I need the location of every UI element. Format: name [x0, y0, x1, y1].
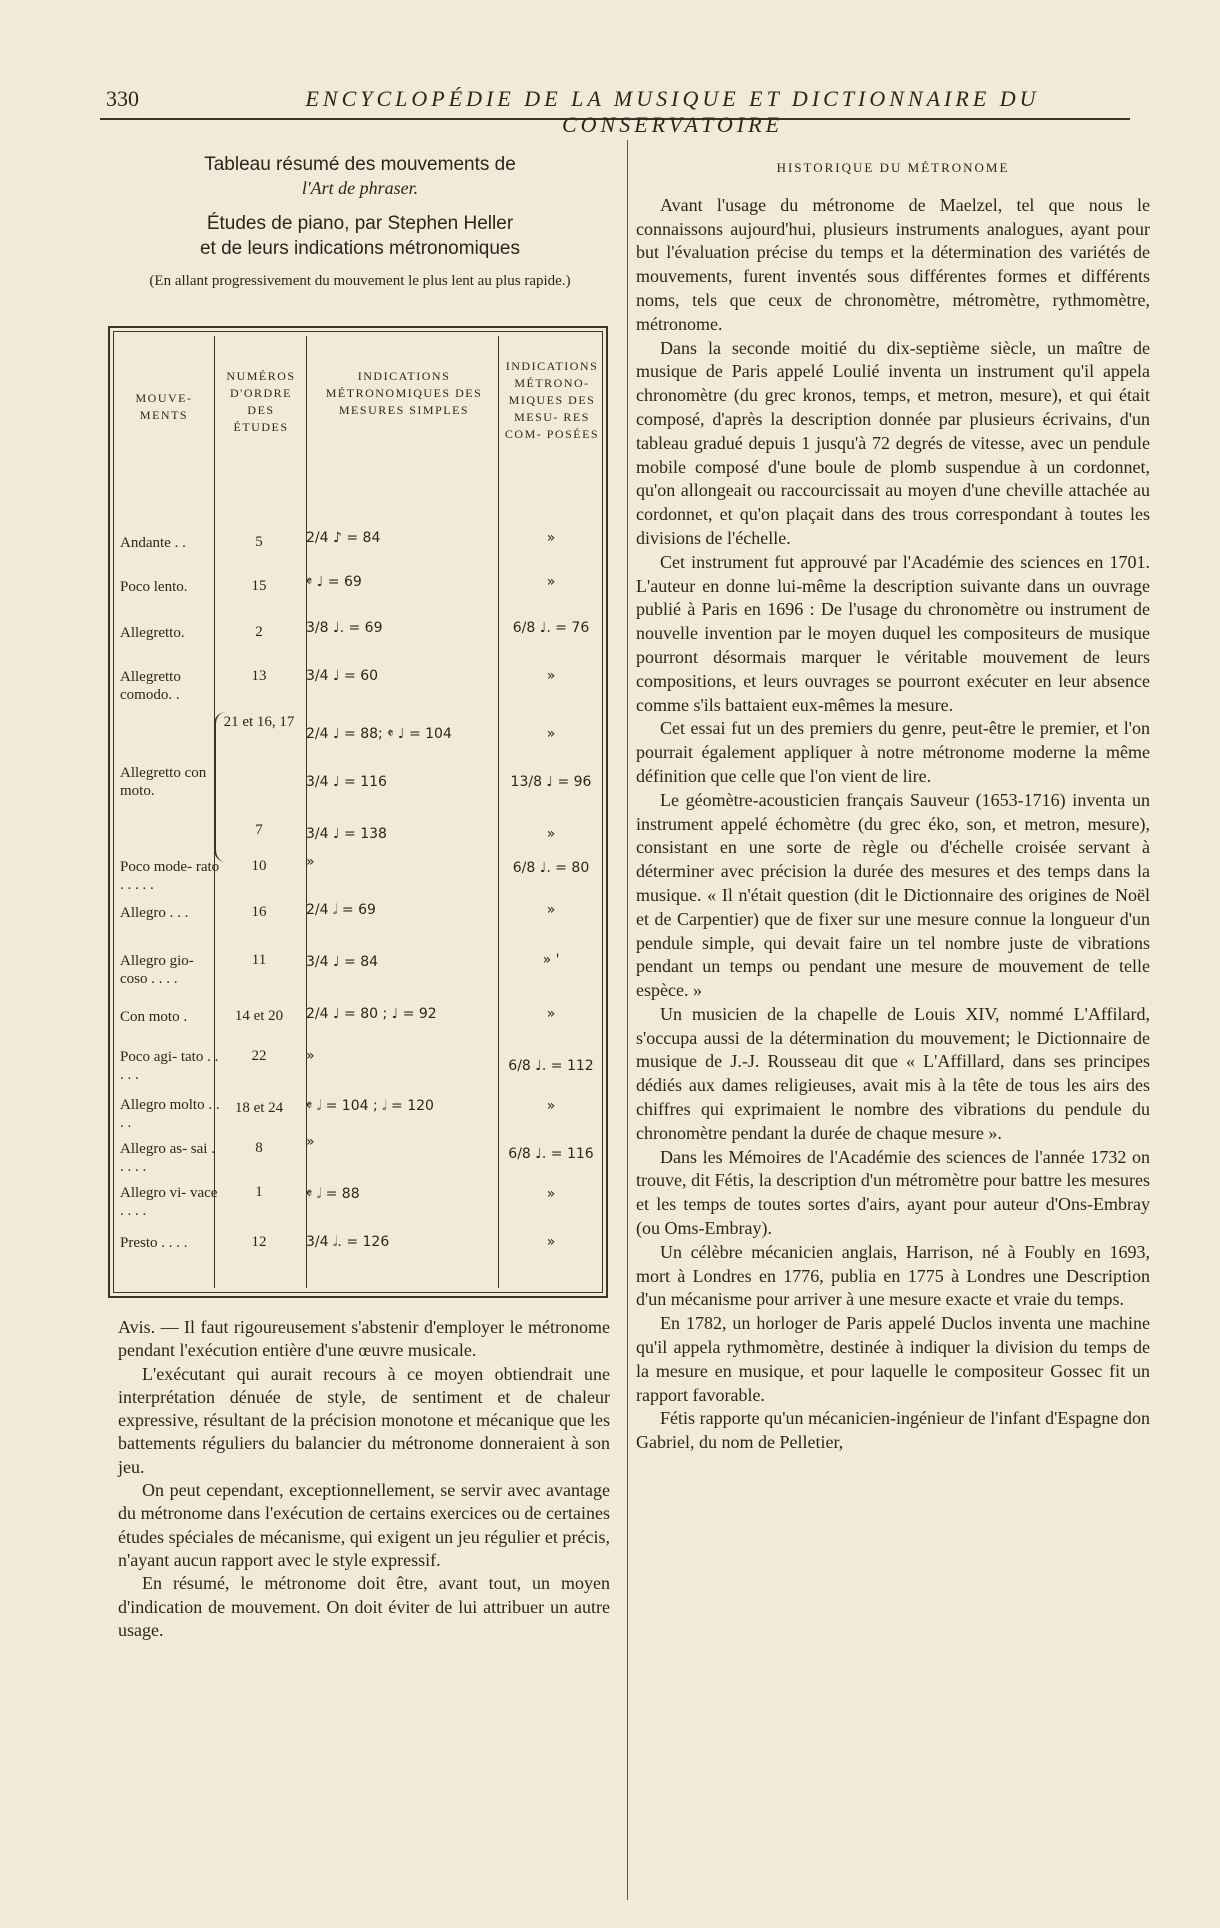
table-row-composee: » — [546, 1186, 556, 1202]
table-row-mouvement: Presto . . . . — [120, 1235, 188, 1251]
table-row-simple: 3/4 ♩ = 84 — [306, 954, 379, 970]
table-row-simple: 3/4 ♩ = 116 — [306, 774, 387, 790]
historique-paragraph: Cet instrument fut approuvé par l'Académie des sciences en 1701. L'auteur en donne lui-même la description suivante dans un ouvrage publié à Paris en 1696 : De l'usage du chronomètre ou instrument de nouvelle invention par le moyen duquel les compositeurs de musique pourront désormais marquer le véritable mouvement de leurs compositions, et leurs ouvrages se pourront exécuter en leur absence comme s'ils battaient eux-mêmes la mesure. — [636, 551, 1150, 715]
table-row-numero: 13 — [251, 668, 267, 684]
table-row-composee: » — [546, 902, 556, 918]
avis-paragraph: En résumé, le métronome doit être, avant tout, un moyen d'indication de mouvement. On doit éviter de lui attribuer un autre usage. — [118, 1573, 610, 1640]
table-row-numero: 2 — [255, 624, 263, 640]
table-row-simple: 2/4 ♩ = 88; 𝄵 ♩ = 104 — [306, 726, 452, 742]
table-row-composee: 6/8 ♩. = 80 — [512, 860, 590, 876]
table-row-composee: 6/8 ♩. = 116 — [508, 1146, 594, 1162]
table-row-mouvement: Allegretto con moto. — [120, 765, 207, 799]
table-row-simple: » — [306, 854, 315, 870]
table-heading-line1: Études de piano, par Stephen Heller — [206, 213, 514, 234]
table-row-mouvement: Allegro . . . — [120, 905, 189, 921]
table-row-mouvement: Allegro gio- coso . . . . — [120, 953, 194, 987]
table-row-mouvement: Allegro molto . . . . — [120, 1097, 220, 1131]
table-row-composee: » — [546, 574, 556, 590]
table-row-mouvement: Poco mode- rato . . . . . — [120, 859, 220, 893]
table-row-numero: 18 et 24 — [234, 1100, 284, 1116]
historique-paragraph: En 1782, un horloger de Paris appelé Duclos inventa une machine qu'il appela rythmomètre, destinée à indiquer la division du temps de la mesure en musique, et pour laquelle le compositeur Gossec fit un rapport favorable. — [636, 1313, 1150, 1405]
table-row-mouvement: Poco lento. — [120, 579, 188, 595]
table-row-simple: 2/4 ♪ = 84 — [306, 530, 381, 546]
historique-paragraph: Dans les Mémoires de l'Académie des sciences de l'année 1732 on trouve, dit Fétis, la description d'un métromètre pour battre les mesures et les temps de toutes sortes d'airs, ayant pour auteur d'Ons-Embray (ou Oms-Embray). — [636, 1146, 1150, 1239]
table-row-composee: » ' — [542, 952, 560, 968]
table-row-composee: » — [546, 726, 556, 742]
historique-section — [636, 156, 1150, 1455]
table-row-numero: 10 — [251, 858, 267, 874]
historique-paragraph: Avant l'usage du métronome de Maelzel, tel que nous le connaissons aujourd'hui, plusieurs instruments analogues, ayant pour but l'évaluation précise du temps et la détermination des variétés de mouvements, furent inventés sous différentes formes et différents noms, tels que ceux de chronomètre, métromètre, rythmomètre, métronome. — [636, 194, 1150, 334]
table-row-composee: » — [546, 530, 556, 546]
page-number: 330 — [106, 86, 139, 111]
table-row-numero: 21 et 16, 17 — [223, 714, 295, 730]
table-row-mouvement: Allegretto comodo. . — [120, 669, 181, 703]
table-row-numero: 8 — [255, 1140, 263, 1156]
table-row-composee: » — [546, 1006, 556, 1022]
page-header — [100, 78, 1130, 137]
table-row-numero: 1 — [255, 1184, 263, 1200]
table-row-mouvement: Con moto . — [120, 1009, 188, 1025]
avis-section — [118, 1316, 610, 1642]
table-row-mouvement: Andante . . — [120, 535, 186, 551]
table-row-mouvement: Allegretto. — [120, 625, 185, 641]
column-rule — [627, 140, 628, 1900]
table-row-mouvement: Poco agi- tato . . . . . — [120, 1049, 219, 1083]
historique-paragraph: Cet essai fut un des premiers du genre, peut-être le premier, et l'on pourrait également appliquer à notre métronome moderne la même définition que celle que l'on vient de lire. — [636, 718, 1150, 786]
table-row-numero: 7 — [255, 822, 263, 838]
table-row-simple: 3/4 𝅗𝅥. = 126 — [306, 1234, 390, 1250]
header-mouvements: MOUVE- MENTS — [135, 391, 193, 422]
table-note: (En allant progressivement du mouvement le plus lent au plus rapide.) — [149, 273, 571, 289]
table-subtitle: l'Art de phraser. — [301, 178, 419, 198]
header-numeros: NUMÉROS D'ORDRE DES ÉTUDES — [226, 369, 296, 434]
table-block — [110, 152, 610, 291]
historique-paragraph: Fétis rapporte qu'un mécanicien-ingénieur de l'infant d'Espagne don Gabriel, du nom de Pelletier, — [636, 1408, 1150, 1453]
table-row-numero: 14 et 20 — [234, 1008, 284, 1024]
table-row-composee: » — [546, 1098, 556, 1114]
table-row-simple: » — [306, 1048, 315, 1064]
table-row-numero: 16 — [251, 904, 267, 920]
table-row-simple: 3/4 ♩ = 60 — [306, 668, 379, 684]
avis-paragraph: L'exécutant qui aurait recours à ce moyen obtiendrait une interprétation dénuée de style, de sentiment et de chaleur expressive, résultant de la précision monotone et mécanique que les battements réguliers du balancier du métronome donneraient à son jeu. — [118, 1363, 610, 1477]
table-row-numero: 5 — [255, 534, 263, 550]
historique-paragraph: Le géomètre-acousticien français Sauveur (1653-1716) inventa un instrument appelé échomètre (du grec éko, son, et metron, mesure), consistant en une sorte de règle ou d'échelle croisée servant à déterminer avec précision la durée des mesures et des temps dans la musique. « Il n'était question (dit le Dictionnaire des origines de Noël et de Carpentier) que de fixer sur une mesure connue la longueur d'un pendule simple, qui devait faire un tel nombre juste de vibrations pendant un temps ou pendant une mesure de mouvement de telle espèce. » — [636, 789, 1150, 1001]
table-row-simple: » — [306, 1134, 315, 1150]
table-row-mouvement: Allegro as- sai . . . . . — [120, 1141, 215, 1175]
header-simples: INDICATIONS MÉTRONOMIQUES DES MESURES SIMPLES — [325, 369, 483, 417]
table-row-simple: 𝄵 𝅗𝅥 = 104 ; 𝅗𝅥 = 120 — [306, 1098, 434, 1114]
table-row-numero: 22 — [251, 1048, 267, 1064]
running-title: ENCYCLOPÉDIE DE LA MUSIQUE ET DICTIONNAIRE DU CONSERVATOIRE — [305, 86, 1040, 137]
table-row-mouvement: Allegro vi- vace . . . . — [120, 1185, 218, 1219]
historique-paragraph: Un célèbre mécanicien anglais, Harrison, né à Foubly en 1693, mort à Londres en 1776, publia en 1775 à Londres une Description d'un mécanisme pour arriver à une mesure exacte et vraie du temps. — [636, 1241, 1150, 1310]
table-row-simple: 2/4 ♩ = 80 ; ♩ = 92 — [306, 1006, 437, 1022]
section-heading: HISTORIQUE DU MÉTRONOME — [776, 160, 1010, 175]
historique-paragraph: Dans la seconde moitié du dix-septième siècle, un maître de musique de Paris appelé Loulié inventa un instrument qu'il appela chronomètre (du grec kronos, temps, et metron, mesure), et qui était composé, d'après la description donnée par plusieurs écrivains, d'un tableau gradué depuis 1 jusqu'à 72 degrés de vitesse, avec un pendule mobile composé d'une boule de plomb suspendue à un cordonnet, qu'on allongeait ou raccourcissait au moyen d'une cheville attachée au cordonnet, et qu'on plaçait dans des trous correspondant à toutes les divisions de l'échelle. — [636, 337, 1150, 548]
table-row-numero: 11 — [251, 952, 267, 968]
table-row-composee: » — [546, 1234, 556, 1250]
table-row-numero: 12 — [251, 1234, 267, 1250]
table-row-simple: 3/8 ♩. = 69 — [306, 620, 383, 636]
table-row-composee: » — [546, 826, 556, 842]
table-row-composee: 6/8 ♩. = 76 — [512, 620, 590, 636]
table-row-simple: 𝄵 ♩ = 69 — [306, 574, 362, 590]
avis-paragraph: On peut cependant, exceptionnellement, se servir avec avantage du métronome dans l'exécution de certains exercices ou de certaines études spéciales de mécanisme, qui exigent un jeu régulier et précis, n'ayant aucun rapport avec le style expressif. — [118, 1480, 610, 1570]
avis-paragraph: Avis. — Il faut rigoureusement s'abstenir d'employer le métronome pendant l'exécution entière d'une œuvre musicale. — [118, 1317, 610, 1361]
tempo-table — [108, 326, 608, 1298]
table-row-numero: 15 — [251, 578, 267, 594]
table-row-composee: 13/8 ♩ = 96 — [510, 774, 592, 790]
historique-paragraph: Un musicien de la chapelle de Louis XIV, nommé L'Affilard, s'occupa aussi de la détermination du mouvement; le Dictionnaire de musique de J.-J. Rousseau dit que « L'Affillard, dans ses principes dédiés aux dames religieuses, avait mis à la tête de tous les airs des chiffres qui exprimaient le nombre des vibrations du pendule du chronomètre pendant la durée de chaque mesure ». — [636, 1003, 1150, 1143]
table-title: Tableau résumé des mouvements de — [204, 154, 516, 175]
table-row-composee: » — [546, 668, 556, 684]
table-heading-line2: et de leurs indications métronomiques — [199, 238, 520, 259]
header-composees: INDICATIONS MÉTRONO- MIQUES DES MESU- RES COM- POSÉES — [504, 359, 600, 441]
table-row-composee: 6/8 ♩. = 112 — [508, 1058, 594, 1074]
table-row-simple: 2/4 𝅗𝅥 = 69 — [306, 902, 376, 918]
table-row-simple: 𝄵 𝅗𝅥 = 88 — [306, 1186, 360, 1202]
table-row-simple: 3/4 ♩ = 138 — [306, 826, 387, 842]
table-divider — [498, 336, 499, 1288]
